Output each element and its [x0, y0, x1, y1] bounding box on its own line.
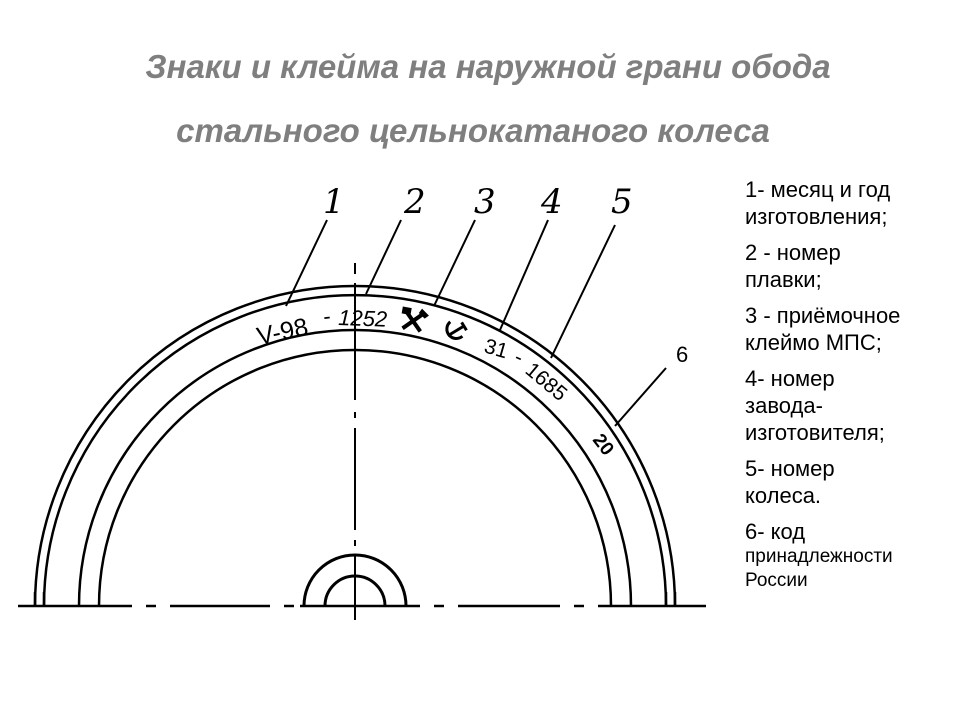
callout-2: 2 [404, 182, 426, 222]
hammer-and-wrench-icon [400, 306, 429, 332]
legend-item-1 [745, 176, 950, 230]
callout-5: 5 [611, 182, 633, 222]
legend-item-2-line-2: плавки; [745, 267, 822, 292]
title-line-1: Знаки и клейма на наружной грани обода [145, 48, 831, 85]
callout-4: 4 [541, 182, 563, 222]
mark-russia-code: 20 [588, 430, 618, 460]
legend-item-6-line-2: принадлежности [745, 546, 893, 567]
title-line-2: стального цельнокатаного колеса [176, 112, 770, 149]
legend-item-5 [745, 455, 950, 509]
hammer-and-sickle-icon [444, 319, 468, 342]
legend-item-2 [745, 239, 950, 293]
mark-wheel-number: 1685 [520, 358, 572, 406]
legend-item-6-line-3: России [745, 570, 808, 591]
legend-item-4-line-1: 4- номер [745, 366, 835, 391]
legend-item-1-line-2: изготовления; [745, 204, 888, 229]
legend-item-1-line-1: 1- месяц и год [745, 177, 891, 202]
legend-item-6-line-1: 6- код [745, 519, 806, 544]
legend-item-4-line-3: изготовителя; [745, 420, 885, 445]
legend-item-5-line-1: 5- номер [745, 456, 835, 481]
legend-item-3 [745, 302, 950, 356]
legend-item-5-line-2: колеса. [745, 483, 822, 508]
legend [745, 176, 950, 602]
callout-3: 3 [474, 182, 496, 222]
mark-heat-number: 1252 [337, 305, 388, 332]
mark-dash-2: - [510, 345, 527, 370]
legend-item-2-line-1: 2 - номер [745, 240, 841, 265]
mark-month-year: V-98 [254, 312, 311, 351]
mark-dash-1: - [321, 303, 332, 329]
callout-1: 1 [323, 182, 345, 222]
legend-item-6 [745, 518, 950, 593]
callout-6: 6 [676, 342, 689, 367]
legend-item-4-line-2: завода- [745, 393, 823, 418]
legend-item-3-line-2: клеймо МПС; [745, 330, 882, 355]
legend-item-4 [745, 365, 950, 446]
mark-plant-number: 31 [481, 334, 511, 364]
legend-item-3-line-1: 3 - приёмочное [745, 303, 901, 328]
